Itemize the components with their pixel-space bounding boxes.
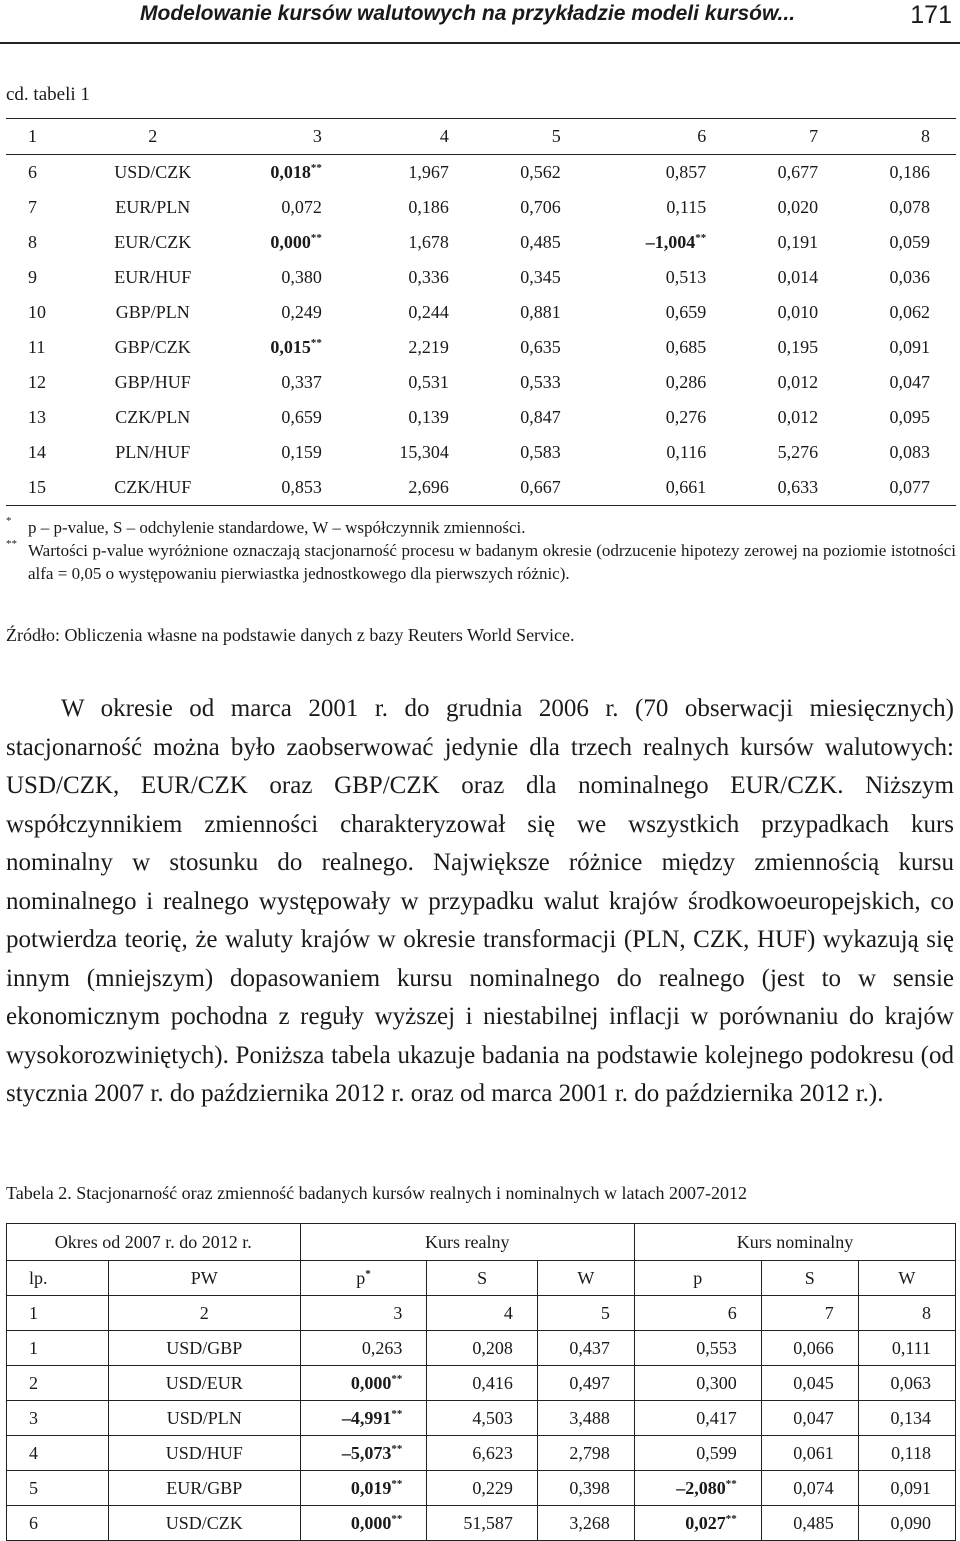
- row-number: 4: [7, 1436, 109, 1471]
- column-header: W: [858, 1261, 955, 1296]
- real-p-value: 0,072: [281, 197, 322, 217]
- column-header: p: [634, 1261, 761, 1296]
- real-w: 0,398: [537, 1471, 634, 1506]
- table-row: [6, 295, 956, 330]
- nominal-p-value: –2,080**: [634, 1471, 761, 1506]
- real-p-value: 0,853: [281, 477, 322, 497]
- currency-pair: GBP/CZK: [114, 337, 191, 357]
- row-number: 1: [7, 1331, 109, 1366]
- real-w: 0,562: [520, 162, 561, 182]
- note-1-text: p – p-value, S – odchylenie standardowe, W – współczynnik zmienności.: [28, 518, 526, 537]
- row-number: 2: [7, 1366, 109, 1401]
- note-2-text: Wartości p-value wyróżnione oznaczają stacjonarność procesu w badanym okresie (odrzucenie hipotezy zerowej na poziomie istotności alfa = 0,05 o występowaniu pierwiastka jednostkowego dla pierwszych różnic).: [28, 541, 956, 583]
- real-s: 0,531: [408, 372, 449, 392]
- currency-pair: USD/GBP: [108, 1331, 300, 1366]
- table-row: [6, 260, 956, 295]
- column-number: 2: [108, 1296, 300, 1331]
- real-s: 6,623: [427, 1436, 537, 1471]
- real-s: 0,336: [408, 267, 449, 287]
- column-header: PW: [108, 1261, 300, 1296]
- real-s: 0,208: [427, 1331, 537, 1366]
- running-title: Modelowanie kursów walutowych na przykładzie modeli kursów...: [140, 2, 796, 25]
- note-2-mark: **: [6, 538, 17, 550]
- real-p-value: 0,380: [281, 267, 322, 287]
- nominal-s: 0,012: [777, 407, 819, 427]
- nominal-s: 0,012: [777, 372, 819, 392]
- currency-pair: GBP/HUF: [114, 372, 191, 392]
- nominal-s: 0,020: [777, 197, 819, 217]
- row-number: 6: [7, 1506, 109, 1541]
- column-number: 3: [218, 119, 348, 155]
- nominal-s: 0,633: [777, 477, 819, 497]
- column-header: lp.: [7, 1261, 109, 1296]
- real-s: 0,139: [408, 407, 449, 427]
- real-p-value: 0,337: [281, 372, 322, 392]
- nominal-s: 5,276: [777, 442, 819, 462]
- group-real-header: Kurs realny: [300, 1224, 634, 1261]
- table1-column-numbers: [6, 119, 956, 155]
- nominal-s: 0,191: [777, 232, 819, 252]
- currency-pair: EUR/CZK: [114, 232, 192, 252]
- real-s: 0,416: [427, 1366, 537, 1401]
- nominal-p-value: 0,116: [666, 442, 707, 462]
- table2-subheader-row: [7, 1261, 956, 1296]
- real-w: 0,847: [520, 407, 561, 427]
- table-row: [6, 155, 956, 191]
- nominal-w: 0,059: [889, 232, 930, 252]
- real-w: 0,881: [520, 302, 561, 322]
- real-p-value: –4,991**: [300, 1401, 427, 1436]
- page-header: [0, 0, 960, 44]
- nominal-s: 0,677: [777, 162, 819, 182]
- table-row: [7, 1471, 956, 1506]
- real-p-value: 0,015**: [270, 337, 322, 357]
- table2-column-numbers: [7, 1296, 956, 1331]
- column-number: 7: [732, 119, 844, 155]
- real-s: 0,229: [427, 1471, 537, 1506]
- row-number: 14: [28, 442, 46, 462]
- nominal-s: 0,014: [777, 267, 819, 287]
- real-s: 1,678: [408, 232, 449, 252]
- column-number: 7: [761, 1296, 858, 1331]
- note-2: [6, 539, 956, 585]
- nominal-p-value: 0,276: [665, 407, 707, 427]
- nominal-w: 0,078: [889, 197, 930, 217]
- significance-mark: **: [725, 1477, 737, 1490]
- currency-pair: USD/CZK: [114, 162, 192, 182]
- real-w: 2,798: [537, 1436, 634, 1471]
- real-s: 2,219: [408, 337, 449, 357]
- currency-pair: EUR/PLN: [115, 197, 191, 217]
- real-w: 0,437: [537, 1331, 634, 1366]
- table-row: [6, 330, 956, 365]
- real-w: 0,583: [520, 442, 561, 462]
- nominal-w: 0,063: [858, 1366, 955, 1401]
- real-p-value: 0,019**: [300, 1471, 427, 1506]
- nominal-s: 0,485: [761, 1506, 858, 1541]
- row-number: 8: [28, 232, 37, 252]
- nominal-p-value: 0,685: [665, 337, 707, 357]
- table2-caption: Tabela 2. Stacjonarność oraz zmienność badanych kursów realnych i nominalnych w latach 2007-2012: [6, 1183, 747, 1203]
- significance-mark: *: [365, 1267, 371, 1280]
- column-number: 8: [844, 119, 956, 155]
- nominal-p-value: 0,513: [665, 267, 707, 287]
- column-number: 4: [348, 119, 475, 155]
- nominal-w: 0,111: [858, 1331, 955, 1366]
- significance-mark: **: [391, 1442, 403, 1455]
- column-number: 1: [7, 1296, 109, 1331]
- nominal-p-value: 0,661: [665, 477, 707, 497]
- nominal-w: 0,095: [889, 407, 930, 427]
- real-p-value: 0,000**: [270, 232, 322, 252]
- row-number: 7: [28, 197, 37, 217]
- nominal-p-value: 0,027**: [634, 1506, 761, 1541]
- real-w: 0,497: [537, 1366, 634, 1401]
- note-1: [6, 516, 956, 539]
- nominal-p-value: 0,115: [666, 197, 707, 217]
- row-number: 15: [28, 477, 46, 497]
- real-w: 0,533: [520, 372, 561, 392]
- column-number: 4: [427, 1296, 537, 1331]
- nominal-s: 0,074: [761, 1471, 858, 1506]
- real-s: 1,967: [408, 162, 449, 182]
- real-w: 3,268: [537, 1506, 634, 1541]
- nominal-w: 0,077: [889, 477, 930, 497]
- nominal-w: 0,118: [858, 1436, 955, 1471]
- currency-pair: CZK/HUF: [114, 477, 192, 497]
- nominal-w: 0,090: [858, 1506, 955, 1541]
- column-number: 2: [88, 119, 218, 155]
- column-number: 6: [634, 1296, 761, 1331]
- group-nominal-header: Kurs nominalny: [634, 1224, 955, 1261]
- real-w: 0,667: [520, 477, 561, 497]
- nominal-p-value: 0,857: [665, 162, 707, 182]
- table-row: [6, 400, 956, 435]
- nominal-s: 0,061: [761, 1436, 858, 1471]
- currency-pair: EUR/GBP: [108, 1471, 300, 1506]
- table-row: [6, 435, 956, 470]
- column-number: 1: [6, 119, 88, 155]
- table2: [6, 1223, 956, 1541]
- nominal-w: 0,062: [889, 302, 930, 322]
- real-s: 2,696: [408, 477, 449, 497]
- row-number: 6: [28, 162, 37, 182]
- real-p-value: 0,000**: [300, 1506, 427, 1541]
- table2-header-row: [7, 1224, 956, 1261]
- table-row: [6, 190, 956, 225]
- nominal-p-value: 0,553: [634, 1331, 761, 1366]
- column-header: S: [427, 1261, 537, 1296]
- nominal-p-value: 0,599: [634, 1436, 761, 1471]
- nominal-w: 0,134: [858, 1401, 955, 1436]
- nominal-p-value: 0,659: [665, 302, 707, 322]
- significance-mark: **: [391, 1477, 403, 1490]
- real-p-value: 0,263: [300, 1331, 427, 1366]
- table-row: [7, 1401, 956, 1436]
- real-p-value: 0,159: [281, 442, 322, 462]
- real-s: 0,186: [408, 197, 449, 217]
- significance-mark: **: [391, 1372, 403, 1385]
- column-number: 5: [537, 1296, 634, 1331]
- real-s: 15,304: [399, 442, 449, 462]
- column-number: 3: [300, 1296, 427, 1331]
- table-row: [6, 225, 956, 260]
- real-s: 0,244: [408, 302, 449, 322]
- real-w: 0,485: [520, 232, 561, 252]
- table1-continuation-label: cd. tabeli 1: [6, 84, 90, 105]
- real-w: 3,488: [537, 1401, 634, 1436]
- nominal-w: 0,047: [889, 372, 930, 392]
- real-p-value: 0,249: [281, 302, 322, 322]
- nominal-s: 0,047: [761, 1401, 858, 1436]
- row-number: 5: [7, 1471, 109, 1506]
- row-number: 9: [28, 267, 37, 287]
- real-w: 0,706: [520, 197, 561, 217]
- real-w: 0,345: [520, 267, 561, 287]
- significance-mark: **: [310, 337, 322, 349]
- period-header: Okres od 2007 r. do 2012 r.: [7, 1224, 301, 1261]
- significance-mark: **: [310, 232, 322, 244]
- column-header: S: [761, 1261, 858, 1296]
- currency-pair: USD/CZK: [108, 1506, 300, 1541]
- real-s: 51,587: [427, 1506, 537, 1541]
- real-s: 4,503: [427, 1401, 537, 1436]
- nominal-p-value: –1,004**: [645, 232, 707, 252]
- real-p-value: 0,659: [281, 407, 322, 427]
- nominal-w: 0,091: [858, 1471, 955, 1506]
- currency-pair: PLN/HUF: [115, 442, 191, 462]
- currency-pair: USD/PLN: [108, 1401, 300, 1436]
- currency-pair: USD/EUR: [108, 1366, 300, 1401]
- nominal-s: 0,195: [777, 337, 819, 357]
- nominal-p-value: 0,300: [634, 1366, 761, 1401]
- column-header: p*: [300, 1261, 427, 1296]
- nominal-s: 0,010: [777, 302, 819, 322]
- note-1-mark: *: [6, 515, 12, 527]
- column-number: 5: [475, 119, 587, 155]
- table-row: [6, 470, 956, 506]
- row-number: 11: [28, 337, 46, 357]
- currency-pair: CZK/PLN: [115, 407, 191, 427]
- real-w: 0,635: [520, 337, 561, 357]
- nominal-s: 0,066: [761, 1331, 858, 1366]
- table1-notes: [6, 516, 956, 585]
- page-number: 171: [910, 1, 952, 29]
- nominal-s: 0,045: [761, 1366, 858, 1401]
- table-row: [7, 1436, 956, 1471]
- row-number: 13: [28, 407, 46, 427]
- significance-mark: **: [391, 1512, 403, 1525]
- real-p-value: 0,000**: [300, 1366, 427, 1401]
- significance-mark: **: [695, 232, 707, 244]
- source-note: Źródło: Obliczenia własne na podstawie danych z bazy Reuters World Service.: [6, 625, 575, 645]
- currency-pair: EUR/HUF: [114, 267, 192, 287]
- significance-mark: **: [391, 1407, 403, 1420]
- significance-mark: **: [725, 1512, 737, 1525]
- column-number: 6: [587, 119, 733, 155]
- table-row: [7, 1506, 956, 1541]
- table-row: [7, 1366, 956, 1401]
- column-header: W: [537, 1261, 634, 1296]
- row-number: 12: [28, 372, 46, 392]
- column-number: 8: [858, 1296, 955, 1331]
- real-p-value: 0,018**: [270, 162, 322, 182]
- nominal-w: 0,036: [889, 267, 930, 287]
- nominal-p-value: 0,286: [665, 372, 707, 392]
- row-number: 10: [28, 302, 46, 322]
- currency-pair: USD/HUF: [108, 1436, 300, 1471]
- nominal-w: 0,186: [889, 162, 930, 182]
- nominal-w: 0,091: [889, 337, 930, 357]
- table-row: [7, 1331, 956, 1366]
- table-row: [6, 365, 956, 400]
- body-paragraph: W okresie od marca 2001 r. do grudnia 2006 r. (70 obserwacji miesięcznych) stacjonarność można było zaobserwować jedynie dla trzech realnych kursów walutowych: USD/CZK, EUR/CZK oraz GBP/CZK oraz dla nominalnego EUR/CZK. Niższym współczynnikiem zmienności charakteryzował się we wszystkich przypadkach kurs nominalny w stosunku do realnego. Największe różnice między zmiennością kursu nominalnego i realnego występowały w przypadku walut krajów środkowoeuropejskich, co potwierdza teorię, że waluty krajów w okresie transformacji (PLN, CZK, HUF) wykazują się innym (mniejszym) dopasowaniem kursu nominalnego do realnego (jest to w sensie ekonomicznym pochodna z reguły wyższej i niestabilnej inflacji w porównaniu do krajów wysokorozwiniętych). Poniższa tabela ukazuje badania na podstawie kolejnego podokresu (od stycznia 2007 r. do października 2012 r. oraz od marca 2001 r. do października 2012 r.).: [6, 695, 954, 1107]
- nominal-w: 0,083: [889, 442, 930, 462]
- row-number: 3: [7, 1401, 109, 1436]
- nominal-p-value: 0,417: [634, 1401, 761, 1436]
- real-p-value: –5,073**: [300, 1436, 427, 1471]
- table1: [6, 118, 956, 506]
- significance-mark: **: [310, 162, 322, 174]
- currency-pair: GBP/PLN: [115, 302, 190, 322]
